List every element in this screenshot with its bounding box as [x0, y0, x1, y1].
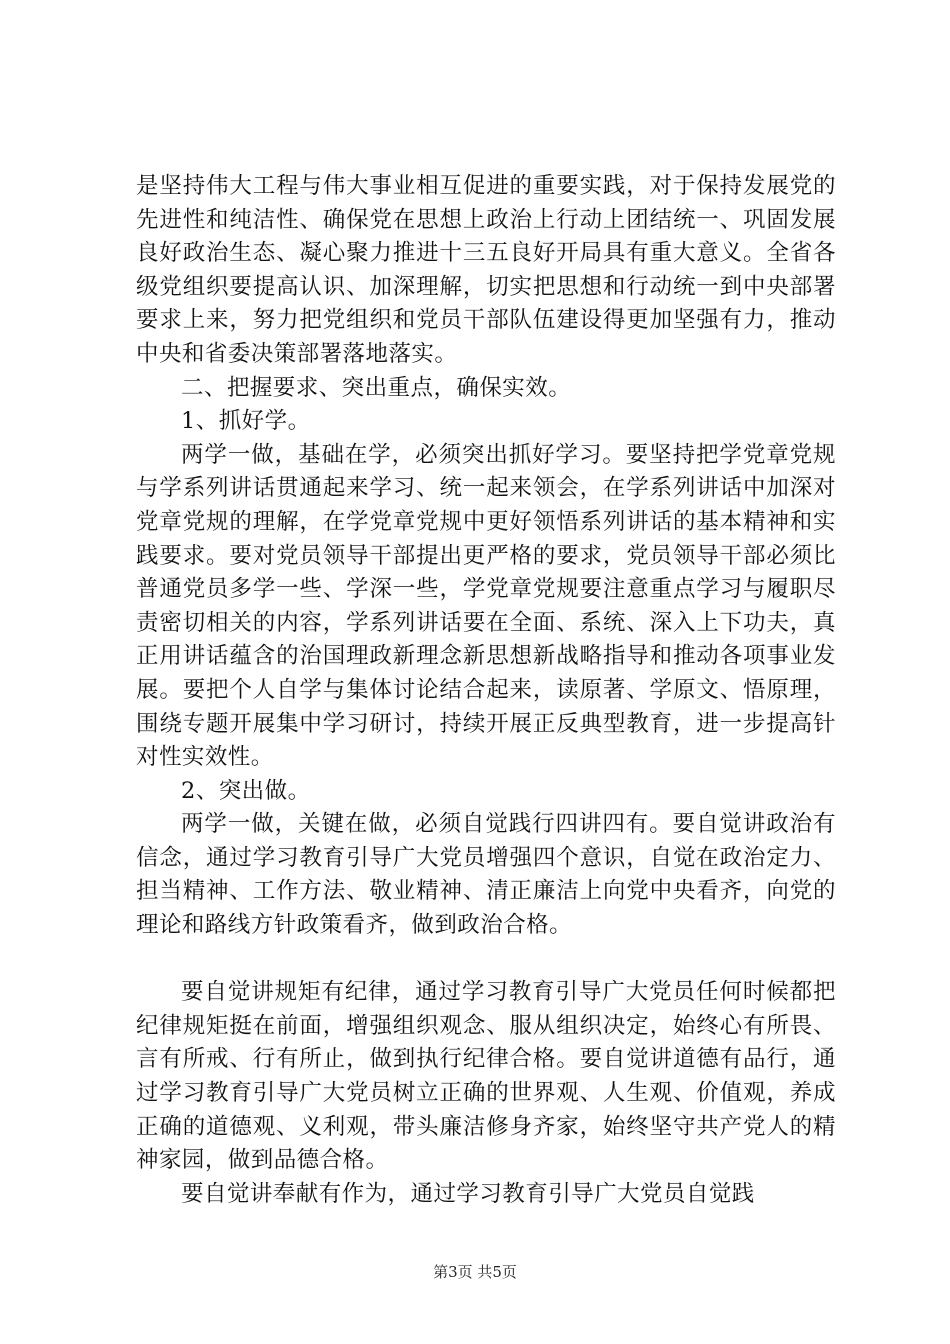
paragraph-study: 两学一做，基础在学，必须突出抓好学习。要坚持把学党章党规与学系列讲话贯通起来学习、统一起来领会，在学系列讲话中加深对党章党规的理解，在学党章党规中更好领悟系列讲话的基本精神和实践要求。要对党员领导干部提出更严格的要求，党员领导干部必须比普通党员多学一些、学深一些，学党章党规要注意重点学习与履职尽责密切相关的内容，学系列讲话要在全面、系统、深入上下功夫，真正用讲话蕴含的治国理政新理念新思想新战略指导和推动各项事业发展。要把个人自学与集体讨论结合起来，读原著、学原文、悟原理，围绕专题开展集中学习研讨，持续开展正反典型教育，进一步提高针对性实效性。 — [136, 441, 836, 771]
subheading-1: 1、抓好学。 — [181, 408, 311, 435]
paragraph-continuation: 是坚持伟大工程与伟大事业相互促进的重要实践，对于保持发展党的先进性和纯洁性、确保党在思想上政治上行动上团结统一、巩固发展良好政治生态、凝心聚力推进十三五良好开局具有重大意义。全省各级党组织要提高认识、加深理解，切实把思想和行动统一到中央部署要求上来，努力把党组织和党员干部队伍建设得更加坚强有力，推动中央和省委决策部署落地落实。 — [136, 173, 836, 367]
page-number: 第3页 共5页 — [433, 1263, 517, 1281]
paragraph-practice: 两学一做，关键在做，必须自觉践行四讲四有。要自觉讲政治有信念，通过学习教育引导广大党员增强四个意识，自觉在政治定力、担当精神、工作方法、敬业精神、清正廉洁上向党中央看齐，向党的理论和路线方针政策看齐，做到政治合格。 — [136, 811, 836, 939]
paragraph-dedication: 要自觉讲奉献有作为，通过学习教育引导广大党员自觉践 — [181, 1180, 755, 1207]
subheading-2: 2、突出做。 — [181, 777, 311, 804]
paragraph-gap — [136, 943, 836, 977]
section-heading-2: 二、把握要求、突出重点，确保实效。 — [181, 374, 572, 401]
document-body — [136, 170, 836, 1211]
paragraph-discipline: 要自觉讲规矩有纪律，通过学习教育引导广大党员任何时候都把纪律规矩挺在前面，增强组织观念、服从组织决定，始终心有所畏、言有所戒、行有所止，做到执行纪律合格。要自觉讲道德有品行，通过学习教育引导广大党员树立正确的世界观、人生观、价值观，养成正确的道德观、义利观，带头廉洁修身齐家，始终坚守共产党人的精神家园，做到品德合格。 — [136, 979, 836, 1174]
